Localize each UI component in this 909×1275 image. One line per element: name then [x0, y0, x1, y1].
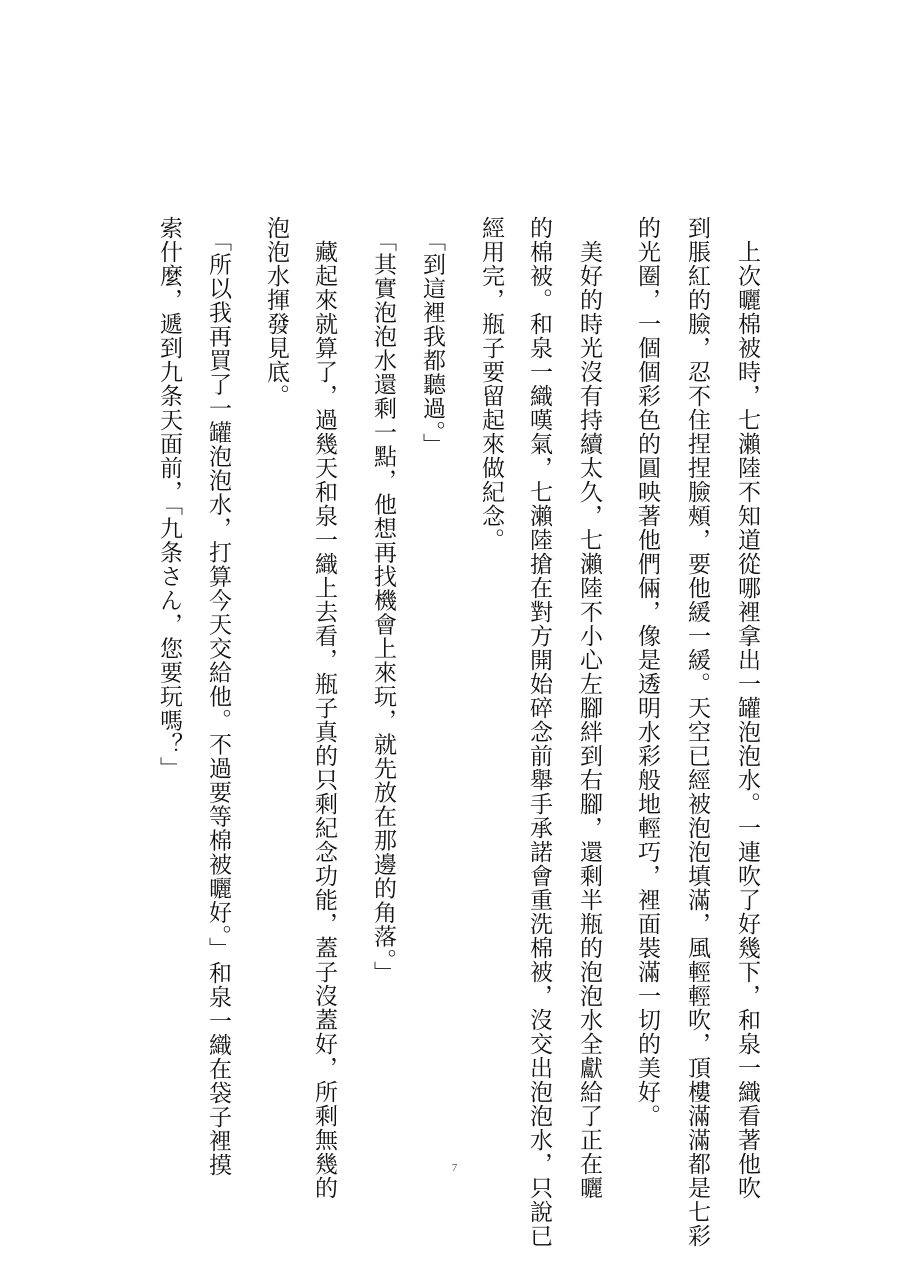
text-column-6: 經用完，瓶子要留起來做紀念。: [478, 216, 504, 552]
page-number: 7: [451, 1162, 458, 1174]
text-column-1: 上次曬棉被時，七瀨陸不知道從哪裡拿出一罐泡泡水。一連吹了好幾下，和泉一織看著他吹: [734, 216, 760, 1200]
text-column-5: 的棉被。和泉一織嘆氣，七瀨陸搶在對方開始碎念前舉手承諾會重洗棉被，沒交出泡泡水，只說已: [526, 216, 552, 1248]
text-column-8: 「其實泡泡水還剩一點，他想再找機會上來玩，就先放在那邊的角落。」: [370, 216, 396, 985]
text-column-3: 的光圈，一個個彩色的圓映著他們倆，像是透明水彩般地輕巧，裡面裝滿一切的美好。: [634, 216, 660, 1128]
text-column-2: 到脹紅的臉，忍不住捏捏臉頰，要他緩一緩。天空已經被泡泡填滿，風輕輕吹，頂樓滿滿都是七彩: [684, 216, 710, 1248]
text-column-4: 美好的時光沒有持續太久，七瀨陸不小心左腳絆到右腳，還剩半瓶的泡泡水全獻給了正在曬: [576, 216, 602, 1200]
text-column-11: 「所以我再買了一罐泡泡水，打算今天交給他。不過要等棉被曬好。」和泉一織在袋子裡摸: [205, 216, 231, 1177]
text-column-9: 藏起來就算了，過幾天和泉一織上去看，瓶子真的只剩紀念功能，蓋子沒蓋好，所剩無幾的: [311, 216, 337, 1200]
text-column-12: 索什麼，遞到九条天面前，「九条さん，您要玩嗎？」: [156, 216, 182, 781]
text-column-7: 「到這裡我都聽過。」: [419, 216, 445, 457]
text-column-10: 泡泡水揮發見底。: [263, 216, 289, 408]
